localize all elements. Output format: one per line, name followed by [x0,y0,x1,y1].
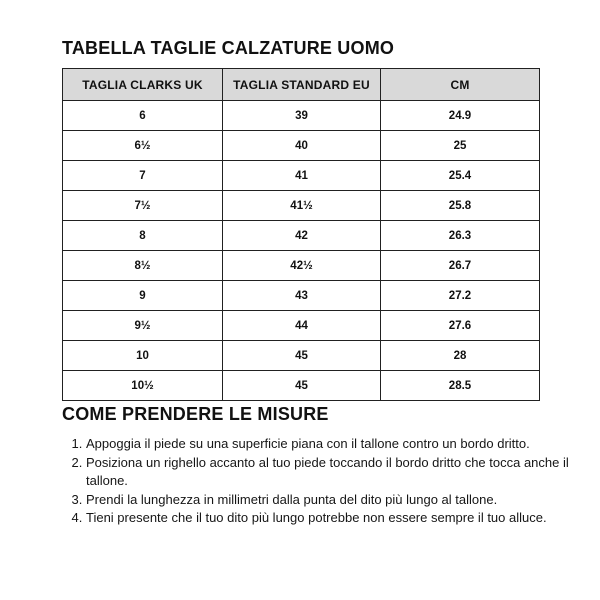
size-table-row [63,371,540,401]
size-table-row [63,101,540,131]
cell-standard-eu: 44 [223,311,381,341]
size-table-row [63,221,540,251]
cell-standard-eu: 42 [223,221,381,251]
measure-step: 4. Tieni presente che il tuo dito più lungo potrebbe non essere sempre il tuo alluce. [86,509,578,528]
cell-clarks-uk: 7½ [63,191,223,221]
cell-clarks-uk: 6 [63,101,223,131]
cell-clarks-uk: 6½ [63,131,223,161]
size-table-row [63,311,540,341]
cell-cm: 26.7 [381,251,540,281]
measure-step: 2. Posiziona un righello accanto al tuo piede toccando il bordo dritto che tocca anche il tallone. [86,454,578,491]
size-table-row [63,191,540,221]
cell-standard-eu: 41 [223,161,381,191]
size-table-row [63,281,540,311]
size-table-row [63,161,540,191]
measure-step: 3. Prendi la lunghezza in millimetri dalla punta del dito più lungo al tallone. [86,491,578,510]
measure-step: 1. Appoggia il piede su una superficie piana con il tallone contro un bordo dritto. [86,435,578,454]
measure-section-title: COME PRENDERE LE MISURE [62,404,329,424]
size-table-header-row [63,69,540,101]
column-header-clarks-uk: TAGLIA CLARKS UK [63,69,223,101]
cell-clarks-uk: 8½ [63,251,223,281]
page-title: TABELLA TAGLIE CALZATURE UOMO [62,38,395,58]
cell-standard-eu: 42½ [223,251,381,281]
cell-cm: 26.3 [381,221,540,251]
size-table-row [63,341,540,371]
cell-standard-eu: 39 [223,101,381,131]
cell-standard-eu: 45 [223,371,381,401]
cell-standard-eu: 41½ [223,191,381,221]
cell-clarks-uk: 8 [63,221,223,251]
size-table-row [63,251,540,281]
cell-cm: 25 [381,131,540,161]
cell-cm: 24.9 [381,101,540,131]
cell-cm: 27.6 [381,311,540,341]
cell-clarks-uk: 10½ [63,371,223,401]
cell-clarks-uk: 9½ [63,311,223,341]
size-table-row [63,131,540,161]
cell-standard-eu: 45 [223,341,381,371]
cell-cm: 25.8 [381,191,540,221]
column-header-standard-eu: TAGLIA STANDARD EU [223,69,381,101]
column-header-cm: CM [381,69,540,101]
cell-clarks-uk: 9 [63,281,223,311]
cell-cm: 27.2 [381,281,540,311]
cell-clarks-uk: 10 [63,341,223,371]
cell-cm: 25.4 [381,161,540,191]
cell-cm: 28 [381,341,540,371]
size-table [62,68,540,401]
cell-standard-eu: 43 [223,281,381,311]
cell-standard-eu: 40 [223,131,381,161]
measure-steps-list [64,435,578,528]
cell-clarks-uk: 7 [63,161,223,191]
cell-cm: 28.5 [381,371,540,401]
